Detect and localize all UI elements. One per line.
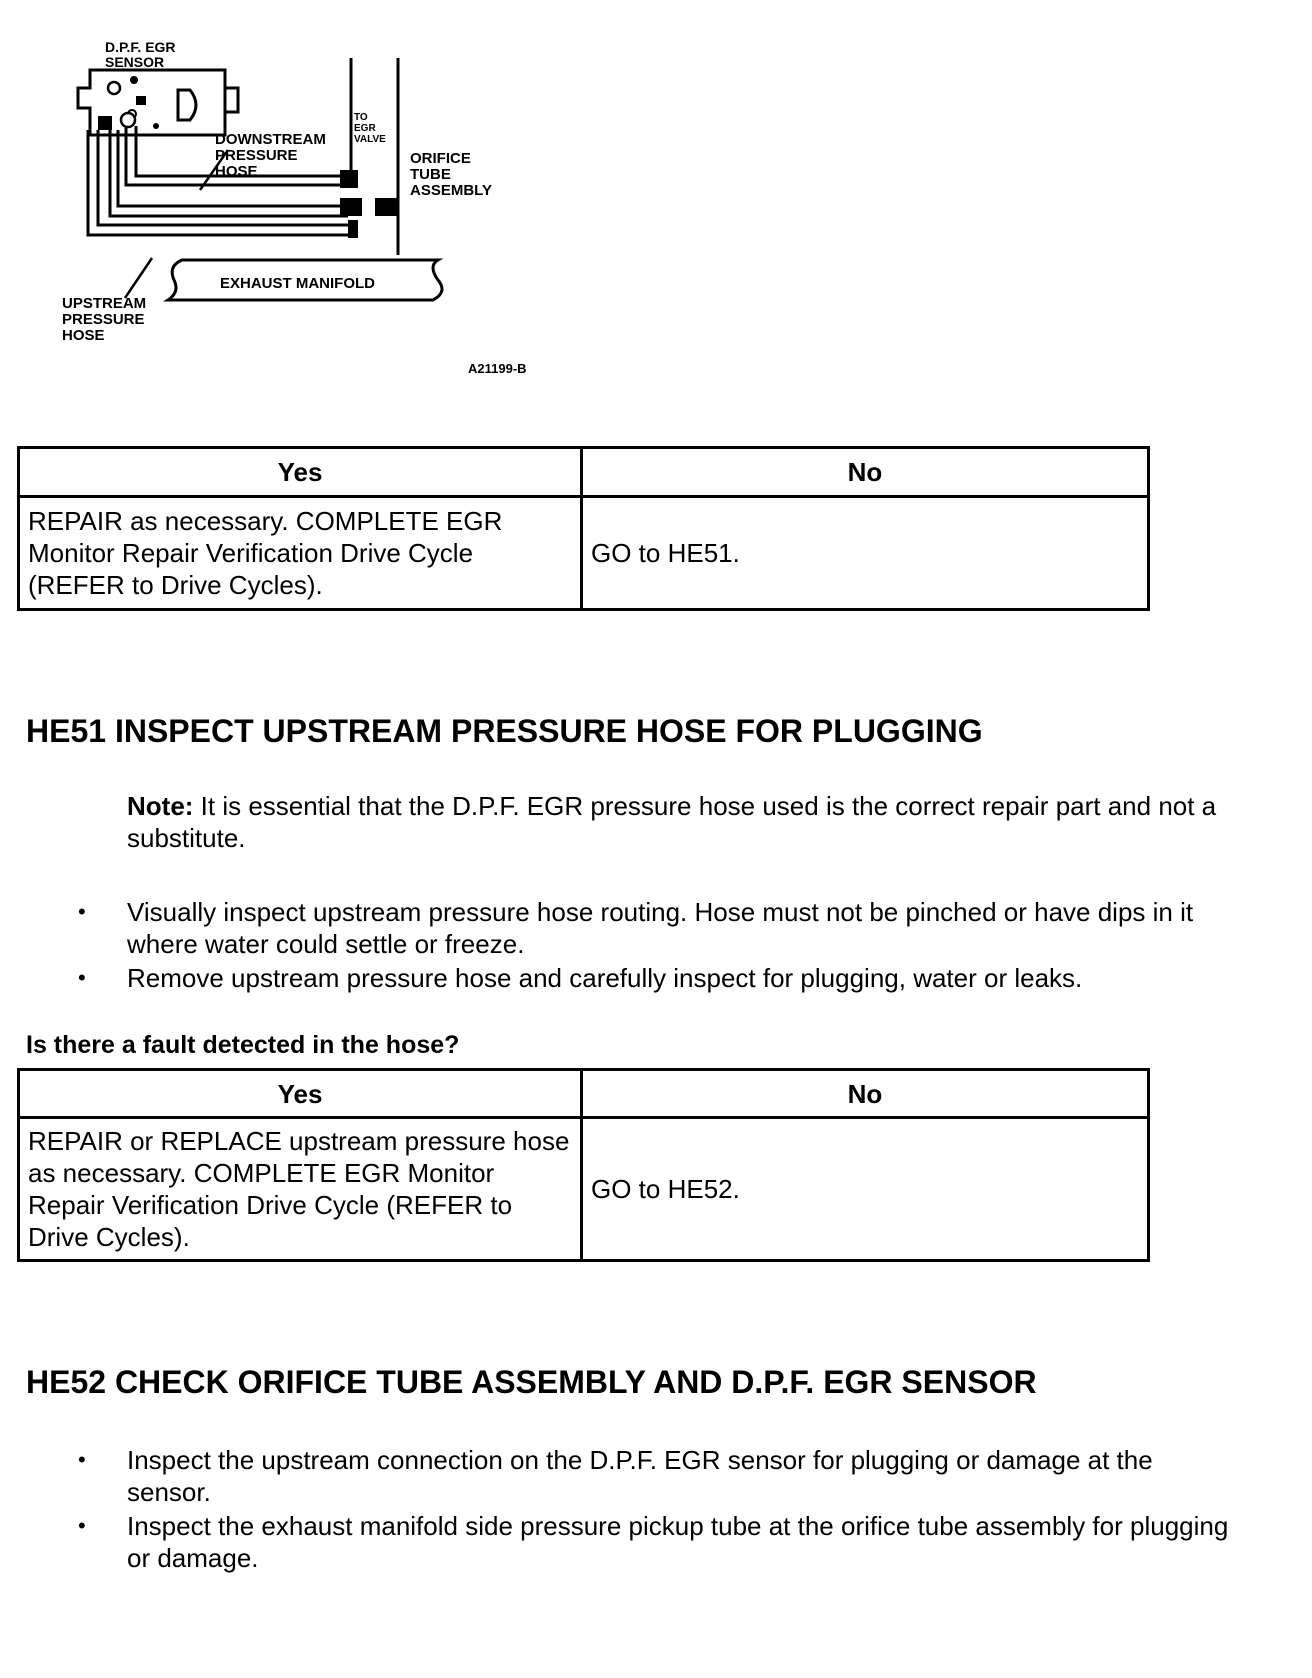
downstream-label-3: HOSE [215, 163, 258, 180]
no-header: No [582, 1070, 1149, 1118]
upstream-label-2: PRESSURE [62, 311, 145, 328]
sensor-label-2: SENSOR [105, 54, 165, 70]
upstream-label-1: UPSTREAM [62, 295, 147, 312]
note-text: It is essential that the D.P.F. EGR pressure hose used is the correct repair part and not a substitute. [127, 791, 1217, 853]
to-egr-label-3: VALVE [354, 134, 386, 145]
he51-bullet-list [78, 896, 1238, 996]
downstream-label-1: DOWNSTREAM [215, 131, 326, 148]
result-table-1 [17, 446, 1150, 611]
no-header: No [582, 448, 1149, 497]
no-cell: GO to HE52. [582, 1118, 1149, 1261]
downstream-label-2: PRESSURE [215, 147, 298, 164]
result-table-2 [17, 1068, 1150, 1262]
dpf-egr-sensor [78, 70, 238, 135]
note-label: Note: [127, 791, 194, 821]
he52-heading: HE52 CHECK ORIFICE TUBE ASSEMBLY AND D.P.F. EGR SENSOR [26, 1364, 1037, 1400]
orifice-tube-assembly [375, 198, 397, 216]
orifice-label-3: ASSEMBLY [410, 182, 492, 199]
exhaust-label: EXHAUST MANIFOLD [220, 275, 375, 292]
he51-heading: HE51 INSPECT UPSTREAM PRESSURE HOSE FOR PLUGGING [26, 713, 983, 749]
upstream-label-3: HOSE [62, 327, 105, 344]
he52-bullet-list [78, 1444, 1238, 1576]
to-egr-label-1: TO [354, 112, 368, 123]
orifice-label-1: ORIFICE [410, 150, 471, 167]
egr-tube [351, 58, 398, 255]
list-item: • Visually inspect upstream pressure hose routing. Hose must not be pinched or have dips in it where water could settle or freeze. [78, 897, 1194, 959]
figure-id: A21199-B [468, 361, 527, 376]
list-item: • Inspect the upstream connection on the D.P.F. EGR sensor for plugging or damage at the sensor. [78, 1445, 1153, 1507]
he51-note [127, 790, 1237, 854]
yes-header: Yes [19, 1070, 582, 1118]
no-cell: GO to HE51. [582, 497, 1149, 610]
list-item: • Remove upstream pressure hose and carefully inspect for plugging, water or leaks. [78, 963, 1083, 993]
yes-cell: REPAIR or REPLACE upstream pressure hose as necessary. COMPLETE EGR Monitor Repair Verification Drive Cycle (REFER to Drive Cycles). [19, 1118, 582, 1261]
sensor-label-1: D.P.F. EGR [105, 39, 176, 55]
he51-question: Is there a fault detected in the hose? [26, 1031, 460, 1059]
to-egr-label-2: EGR [354, 123, 376, 134]
list-item: • Inspect the exhaust manifold side pressure pickup tube at the orifice tube assembly for plugging or damage. [78, 1511, 1229, 1573]
yes-header: Yes [19, 448, 582, 497]
orifice-label-2: TUBE [410, 166, 451, 183]
yes-cell: REPAIR as necessary. COMPLETE EGR Monitor Repair Verification Drive Cycle (REFER to Drive Cycles). [19, 497, 582, 610]
egr-system-diagram [60, 30, 580, 410]
